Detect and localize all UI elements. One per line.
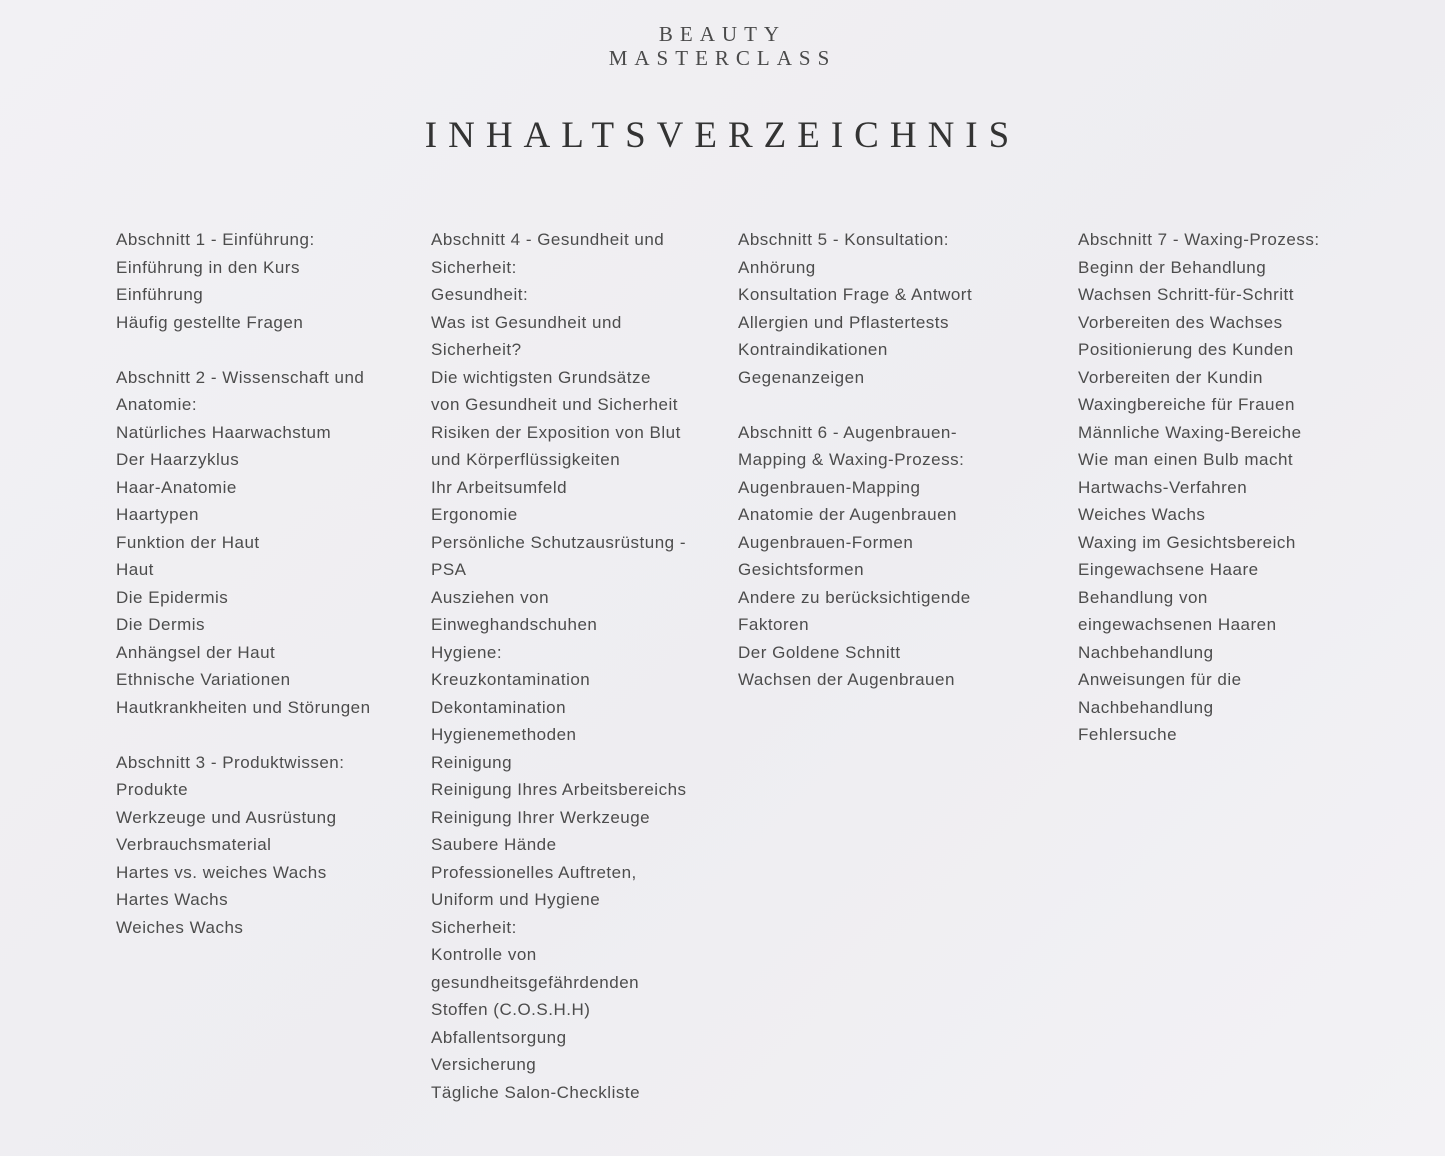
toc-entry: und Körperflüssigkeiten <box>431 450 621 469</box>
toc-entry: Konsultation Frage & Antwort <box>738 285 973 304</box>
toc-entry: Haar-Anatomie <box>116 477 237 497</box>
toc-section-heading: Abschnitt 2 - Wissenschaft und <box>116 367 365 387</box>
toc-entry: Der Goldene Schnitt <box>738 642 901 662</box>
toc-entry: Beginn der Behandlung <box>1078 257 1267 277</box>
toc-section-heading: Abschnitt 7 - Waxing-Prozess: <box>1078 230 1320 249</box>
toc-entry: Anatomie der Augenbrauen <box>738 505 957 524</box>
toc-entry: Ergonomie <box>431 505 518 524</box>
toc-entry: Weiches Wachs <box>1078 505 1206 524</box>
toc-section-heading: Abschnitt 4 - Gesundheit und <box>431 230 665 249</box>
toc-entry: Anhängsel der Haut <box>116 642 276 662</box>
toc-entry: Augenbrauen-Mapping <box>738 477 921 497</box>
toc-entry: Vorbereiten der Kundin <box>1078 367 1263 387</box>
toc-column-1 <box>116 226 416 941</box>
toc-entry: Hautkrankheiten und Störungen <box>116 697 371 717</box>
section-spacer <box>116 721 416 749</box>
brand-logo <box>0 22 1445 70</box>
toc-entry: Wachsen Schritt-für-Schritt <box>1078 285 1294 304</box>
toc-entry: PSA <box>431 560 467 579</box>
toc-entry: Sicherheit: <box>431 257 517 277</box>
toc-entry: Behandlung von <box>1078 587 1208 607</box>
toc-section <box>116 226 416 336</box>
toc-entry: Stoffen (C.O.S.H.H) <box>431 1000 591 1019</box>
toc-entry: Nachbehandlung <box>1078 642 1214 662</box>
toc-entry: Ausziehen von <box>431 587 550 607</box>
toc-entry: Risiken der Exposition von Blut <box>431 422 681 442</box>
toc-entry: Was ist Gesundheit und <box>431 312 622 332</box>
toc-entry: Haartypen <box>116 505 199 524</box>
toc-entry: Werkzeuge und Ausrüstung <box>116 807 337 827</box>
toc-entry: eingewachsenen Haaren <box>1078 615 1277 634</box>
toc-entry: Männliche Waxing-Bereiche <box>1078 422 1302 442</box>
toc-entry: Mapping & Waxing-Prozess: <box>738 450 965 469</box>
toc-entry: Anatomie: <box>116 395 198 414</box>
toc-entry: Persönliche Schutzausrüstung - <box>431 532 687 552</box>
toc-entry: Nachbehandlung <box>1078 697 1214 717</box>
toc-entry: Die wichtigsten Grundsätze <box>431 367 651 387</box>
toc-entry: Kontrolle von <box>431 945 537 964</box>
toc-entry: Eingewachsene Haare <box>1078 560 1259 579</box>
toc-entry: gesundheitsgefährdenden <box>431 972 640 992</box>
toc-entry: Einführung in den Kurs <box>116 257 300 277</box>
page-title: INHALTSVERZEICHNIS <box>424 115 1021 156</box>
toc-entry: Abfallentsorgung <box>431 1027 567 1047</box>
toc-entry: Haut <box>116 560 154 579</box>
brand-line-2: MASTERCLASS <box>608 46 837 70</box>
toc-entry: Hartes vs. weiches Wachs <box>116 862 327 882</box>
toc-entry: Waxing im Gesichtsbereich <box>1078 532 1296 552</box>
toc-entry: Der Haarzyklus <box>116 450 240 469</box>
toc-entry: Funktion der Haut <box>116 532 260 552</box>
toc-entry: Hartes Wachs <box>116 890 229 909</box>
section-spacer <box>116 336 416 364</box>
toc-entry: Vorbereiten des Wachses <box>1078 312 1283 332</box>
toc-entry: von Gesundheit und Sicherheit <box>431 395 678 414</box>
toc-entry: Einführung <box>116 285 204 304</box>
toc-entry: Allergien und Pflastertests <box>738 312 949 332</box>
toc-entry: Fehlersuche <box>1078 725 1178 744</box>
toc-entry: Waxingbereiche für Frauen <box>1078 395 1295 414</box>
toc-section <box>116 364 416 722</box>
toc-column-3 <box>738 226 1038 694</box>
toc-entry: Saubere Hände <box>431 835 557 854</box>
toc-entry: Verbrauchsmaterial <box>116 835 272 854</box>
section-spacer <box>738 391 1038 419</box>
toc-entry: Hygiene: <box>431 642 503 662</box>
toc-entry: Natürliches Haarwachstum <box>116 422 332 442</box>
toc-entry: Ethnische Variationen <box>116 670 291 689</box>
toc-entry: Andere zu berücksichtigende <box>738 587 971 607</box>
toc-entry: Augenbrauen-Formen <box>738 532 914 552</box>
toc-entry: Professionelles Auftreten, <box>431 862 637 882</box>
toc-entry: Die Dermis <box>116 615 206 634</box>
toc-entry: Häufig gestellte Fragen <box>116 312 304 332</box>
toc-entry: Uniform und Hygiene <box>431 890 601 909</box>
toc-entry: Wie man einen Bulb macht <box>1078 450 1294 469</box>
toc-entry: Reinigung <box>431 752 513 772</box>
toc-entry: Faktoren <box>738 615 810 634</box>
toc-section-heading: Abschnitt 5 - Konsultation: <box>738 230 950 249</box>
toc-entry: Weiches Wachs <box>116 917 244 937</box>
toc-entry: Ihr Arbeitsumfeld <box>431 477 568 497</box>
toc-entry: Versicherung <box>431 1055 537 1074</box>
toc-entry: Gegenanzeigen <box>738 367 865 387</box>
toc-entry: Kreuzkontamination <box>431 670 591 689</box>
toc-entry: Sicherheit? <box>431 340 522 359</box>
toc-entry: Produkte <box>116 780 189 799</box>
toc-section <box>1078 226 1378 749</box>
toc-entry: Reinigung Ihres Arbeitsbereichs <box>431 780 687 799</box>
toc-entry: Die Epidermis <box>116 587 229 607</box>
toc-entry: Wachsen der Augenbrauen <box>738 670 955 689</box>
toc-entry: Anhörung <box>738 257 816 277</box>
toc-entry: Gesichtsformen <box>738 560 865 579</box>
toc-column-4 <box>1078 226 1378 749</box>
toc-entry: Tägliche Salon-Checkliste <box>431 1082 641 1102</box>
toc-entry: Positionierung des Kunden <box>1078 340 1294 359</box>
toc-entry: Sicherheit: <box>431 917 517 937</box>
brand-line-1: BEAUTY <box>658 22 787 46</box>
toc-column-2 <box>431 226 721 1106</box>
toc-entry: Hartwachs-Verfahren <box>1078 477 1248 497</box>
toc-entry: Hygienemethoden <box>431 725 577 744</box>
toc-entry: Kontraindikationen <box>738 340 888 359</box>
toc-entry: Einweghandschuhen <box>431 615 598 634</box>
toc-section-heading: Abschnitt 1 - Einführung: <box>116 230 315 249</box>
toc-section-heading: Abschnitt 3 - Produktwissen: <box>116 752 345 772</box>
toc-entry: Anweisungen für die <box>1078 670 1242 689</box>
toc-section <box>738 419 1038 694</box>
toc-entry: Reinigung Ihrer Werkzeuge <box>431 807 651 827</box>
toc-section <box>738 226 1038 391</box>
toc-section-heading: Abschnitt 6 - Augenbrauen- <box>738 422 958 442</box>
toc-entry: Gesundheit: <box>431 285 529 304</box>
toc-section <box>116 749 416 942</box>
toc-entry: Dekontamination <box>431 697 567 717</box>
toc-section <box>431 226 721 1106</box>
